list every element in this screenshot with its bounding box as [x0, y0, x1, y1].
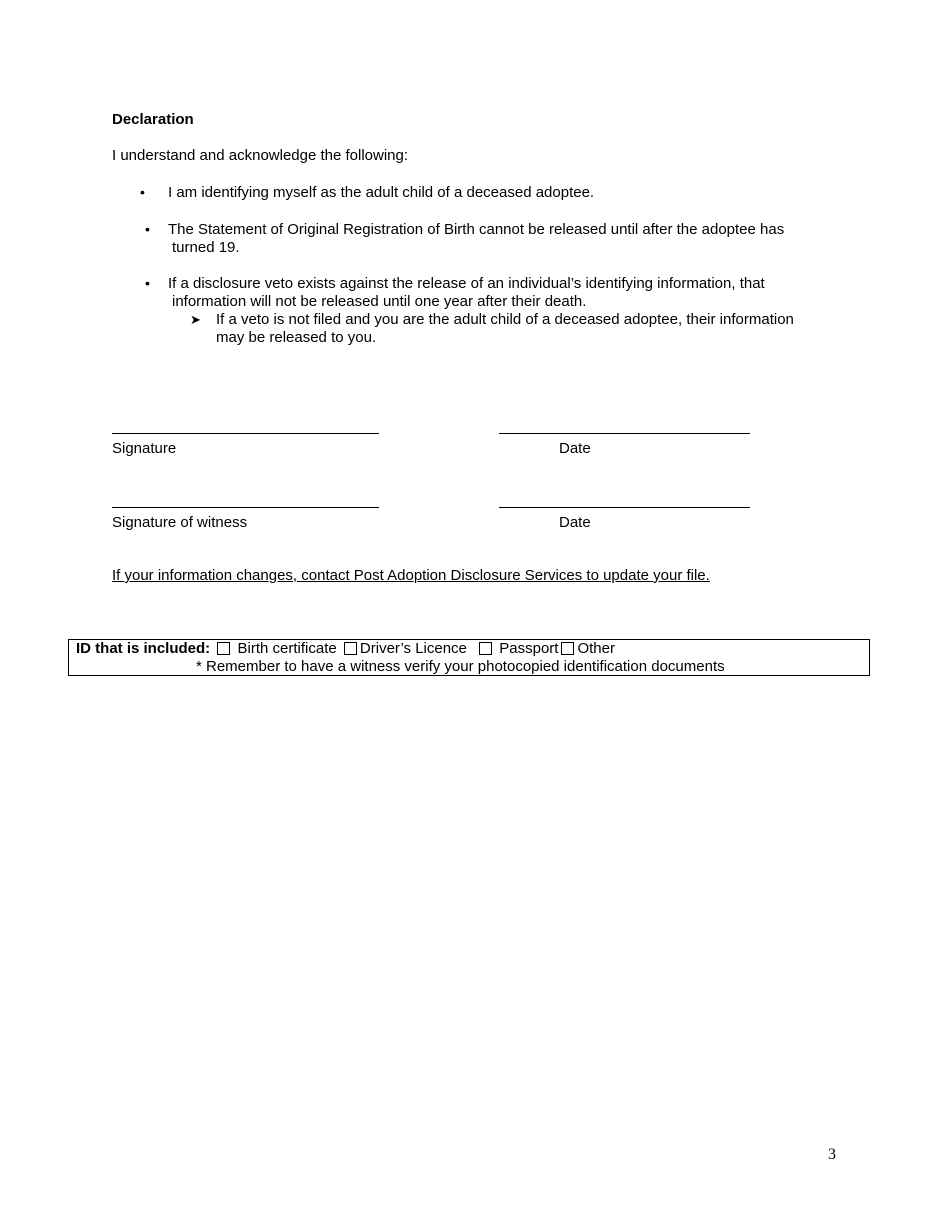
- sub-bullet-item-continued: may be released to you.: [216, 329, 377, 346]
- checkbox-birth-certificate[interactable]: [217, 642, 230, 655]
- option-drivers-licence: Driver’s Licence: [359, 640, 467, 657]
- id-options-row: [76, 640, 615, 658]
- witness-date-label: Date: [559, 514, 591, 531]
- bullet-item-statement-continued: turned 19.: [172, 239, 240, 256]
- update-notice: If your information changes, contact Post Adoption Disclosure Services to update your file.: [112, 567, 710, 584]
- witness-date-line[interactable]: [499, 507, 750, 508]
- witness-signature-label: Signature of witness: [112, 514, 248, 531]
- option-birth-certificate: Birth certificate: [237, 640, 337, 657]
- checkbox-drivers-licence[interactable]: [344, 642, 357, 655]
- id-included-label: ID that is included:: [76, 640, 211, 657]
- date-line[interactable]: [499, 433, 750, 434]
- checkbox-other[interactable]: [561, 642, 574, 655]
- signature-line[interactable]: [112, 433, 379, 434]
- sub-bullet-arrow-icon: ➤: [190, 312, 201, 327]
- page-number: 3: [828, 1146, 836, 1163]
- date-label: Date: [559, 440, 591, 457]
- bullet-marker: •: [140, 184, 145, 200]
- checkbox-passport[interactable]: [479, 642, 492, 655]
- declaration-intro: I understand and acknowledge the following:: [112, 147, 409, 164]
- bullet-item-veto: If a disclosure veto exists against the release of an individual’s identifying information, that: [168, 275, 765, 292]
- declaration-heading: Declaration: [112, 111, 194, 128]
- signature-label: Signature: [112, 440, 177, 457]
- bullet-marker: •: [145, 275, 150, 291]
- witness-signature-line[interactable]: [112, 507, 379, 508]
- option-other: Other: [577, 640, 615, 657]
- bullet-item-identity: I am identifying myself as the adult child of a deceased adoptee.: [168, 184, 595, 201]
- bullet-marker: •: [145, 221, 150, 237]
- bullet-item-statement: The Statement of Original Registration of Birth cannot be released until after the adoptee has: [168, 221, 785, 238]
- option-passport: Passport: [499, 640, 559, 657]
- id-included-box: [68, 639, 870, 676]
- sub-bullet-item: If a veto is not filed and you are the adult child of a deceased adoptee, their information: [216, 311, 794, 328]
- id-reminder: * Remember to have a witness verify your photocopied identification documents: [196, 658, 725, 675]
- bullet-item-veto-continued: information will not be released until one year after their death.: [172, 293, 587, 310]
